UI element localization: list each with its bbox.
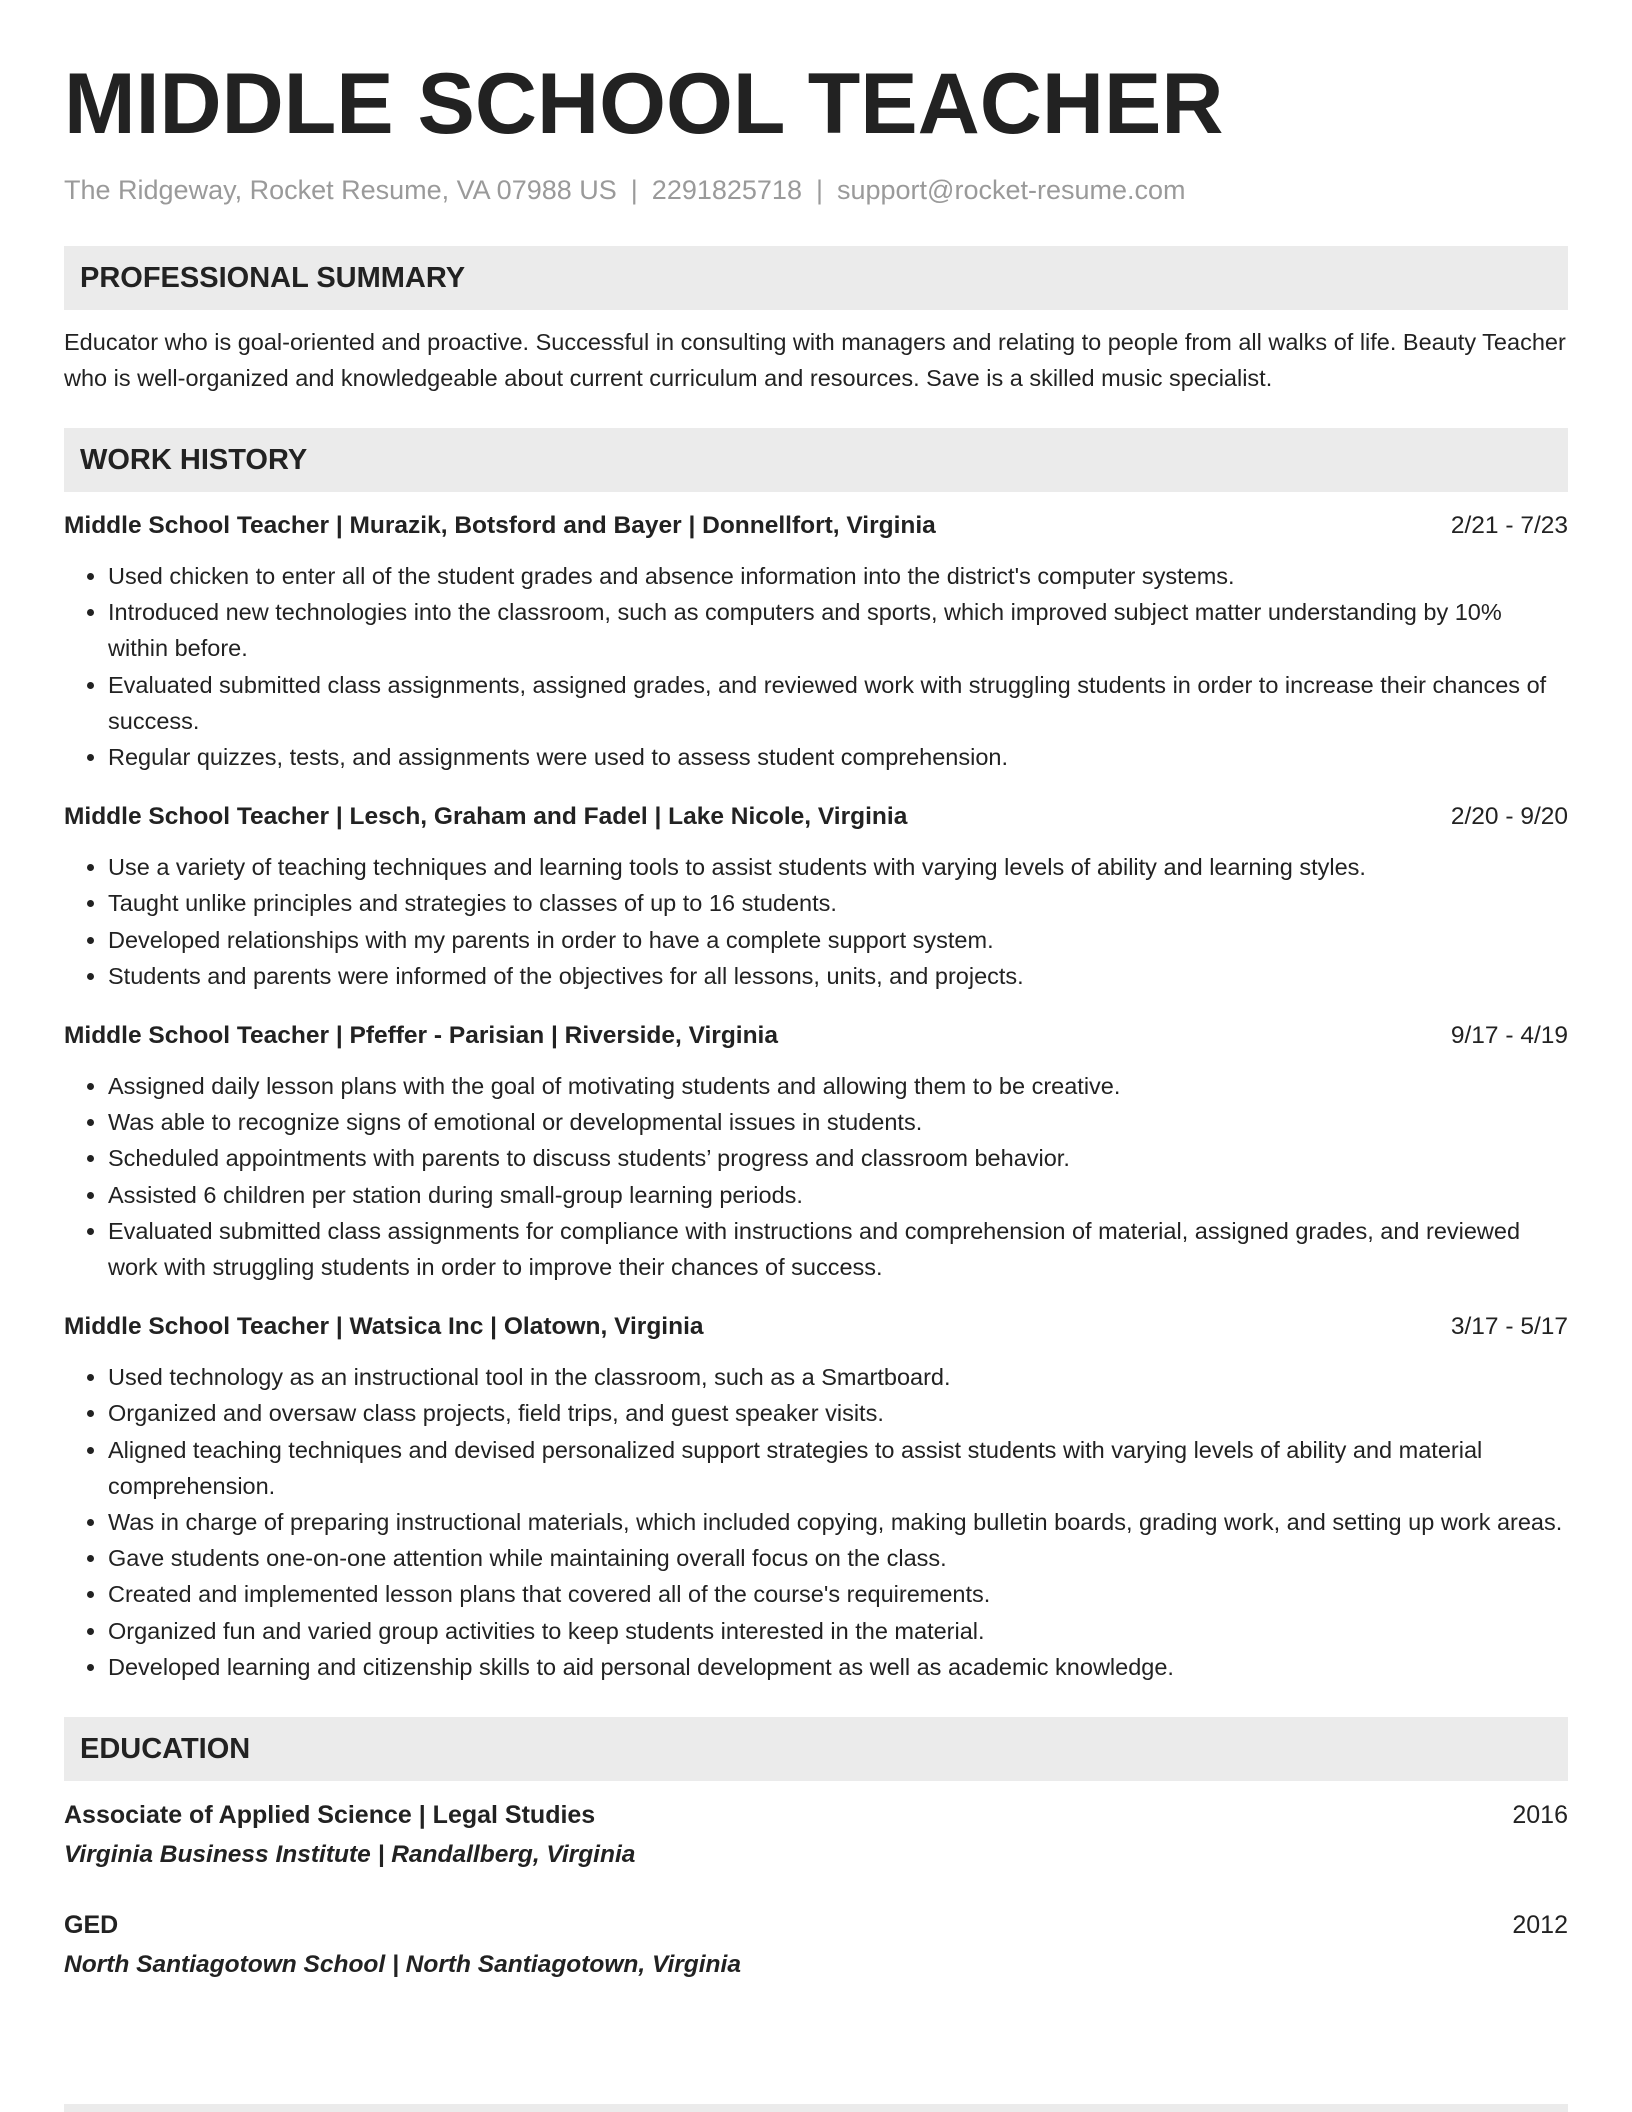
job-dates: 2/20 - 9/20 bbox=[1450, 803, 1568, 831]
job-bullet: • Organized and oversaw class projects, field trips, and guest speaker visits. bbox=[108, 1395, 1568, 1431]
job-title: Middle School Teacher | Murazik, Botsford and Bayer | Donnellfort, Virginia bbox=[64, 512, 936, 539]
education-school: North Santiagotown School | North Santiagotown, Virginia bbox=[64, 1951, 741, 1979]
job-dates: 9/17 - 4/19 bbox=[1450, 1022, 1568, 1050]
summary-text: Educator who is goal-oriented and proactive. Successful in consulting with managers and relating to people from all walks of life. Beauty Teacher who is well-organized and knowledgeable about current curriculum and resources. Save is a skilled music specialist. bbox=[64, 329, 1566, 391]
job-bullet: • Use a variety of teaching techniques and learning tools to assist students with varying levels of ability and learning styles. bbox=[108, 849, 1568, 885]
education-header bbox=[64, 1905, 1568, 1945]
summary-heading: PROFESSIONAL SUMMARY bbox=[64, 246, 1568, 310]
education-year: 2016 bbox=[1512, 1801, 1568, 1830]
job-dates: 2/21 - 7/23 bbox=[1450, 512, 1568, 539]
job-bullet: • Evaluated submitted class assignments for compliance with instructions and comprehension of material, assigned grades, and reviewed work with struggling students in order to improve their chances of success. bbox=[108, 1213, 1568, 1285]
job-bullet: • Students and parents were informed of the objectives for all lessons, units, and projects. bbox=[108, 958, 1568, 994]
resume-content bbox=[64, 56, 1568, 1985]
job-header bbox=[64, 508, 1568, 544]
contact-address: The Ridgeway, Rocket Resume, VA 07988 US bbox=[64, 175, 617, 205]
job-bullet: • Regular quizzes, tests, and assignments were used to assess student comprehension. bbox=[108, 739, 1568, 775]
job-bullet: • Was in charge of preparing instructional materials, which included copying, making bulletin boards, grading work, and setting up work areas. bbox=[108, 1504, 1568, 1540]
job-entry bbox=[64, 508, 1568, 775]
education-entry bbox=[64, 1795, 1568, 1875]
education-degree: GED bbox=[64, 1911, 119, 1940]
job-bullet: • Assisted 6 children per station during small-group learning periods. bbox=[108, 1177, 1568, 1213]
contact-email: support@rocket-resume.com bbox=[836, 175, 1186, 205]
job-bullet: • Used technology as an instructional tool in the classroom, such as a Smartboard. bbox=[108, 1359, 1568, 1395]
job-list bbox=[64, 508, 1568, 1685]
job-bullet: • Organized fun and varied group activities to keep students interested in the material. bbox=[108, 1613, 1568, 1649]
job-entry bbox=[64, 1309, 1568, 1685]
contact-line bbox=[64, 172, 1568, 208]
job-bullet: • Created and implemented lesson plans that covered all of the course's requirements. bbox=[108, 1576, 1568, 1612]
education-list bbox=[64, 1795, 1568, 1985]
job-title: Middle School Teacher | Pfeffer - Parisian | Riverside, Virginia bbox=[64, 1022, 778, 1050]
job-bullet: • Developed learning and citizenship skills to aid personal development as well as academic knowledge. bbox=[108, 1649, 1568, 1685]
work-history-heading: WORK HISTORY bbox=[64, 428, 1568, 492]
job-header bbox=[64, 1309, 1568, 1345]
job-bullet: • Aligned teaching techniques and devised personalized support strategies to assist students with varying levels of ability and material comprehension. bbox=[108, 1432, 1568, 1504]
job-bullets bbox=[64, 1359, 1568, 1685]
education-heading: EDUCATION bbox=[64, 1717, 1568, 1781]
job-bullet: • Evaluated submitted class assignments, assigned grades, and reviewed work with struggling students in order to increase their chances of success. bbox=[108, 667, 1568, 739]
resume-name: MIDDLE SCHOOL TEACHER bbox=[64, 56, 1224, 152]
contact-separator: | bbox=[815, 175, 823, 205]
job-header bbox=[64, 1018, 1568, 1054]
job-entry bbox=[64, 1018, 1568, 1285]
job-entry bbox=[64, 799, 1568, 994]
job-bullet: • Taught unlike principles and strategies to classes of up to 16 students. bbox=[108, 885, 1568, 921]
job-bullet: • Was able to recognize signs of emotional or developmental issues in students. bbox=[108, 1104, 1568, 1140]
contact-separator: | bbox=[630, 175, 638, 205]
contact-phone: 2291825718 bbox=[651, 175, 802, 205]
job-bullets bbox=[64, 849, 1568, 994]
education-entry bbox=[64, 1905, 1568, 1985]
job-bullet: • Gave students one-on-one attention while maintaining overall focus on the class. bbox=[108, 1540, 1568, 1576]
education-school: Virginia Business Institute | Randallberg, Virginia bbox=[64, 1841, 636, 1869]
job-bullets bbox=[64, 1068, 1568, 1285]
section-divider bbox=[64, 2104, 1568, 2112]
job-bullet: • Introduced new technologies into the classroom, such as computers and sports, which improved subject matter understanding by 10% within before. bbox=[108, 594, 1568, 666]
job-bullet: • Scheduled appointments with parents to discuss students’ progress and classroom behavior. bbox=[108, 1140, 1568, 1176]
job-title: Middle School Teacher | Watsica Inc | Olatown, Virginia bbox=[64, 1313, 704, 1341]
job-bullet: • Developed relationships with my parents in order to have a complete support system. bbox=[108, 922, 1568, 958]
job-title: Middle School Teacher | Lesch, Graham and Fadel | Lake Nicole, Virginia bbox=[64, 803, 908, 831]
education-degree: Associate of Applied Science | Legal Studies bbox=[64, 1801, 596, 1830]
job-bullets bbox=[64, 558, 1568, 775]
job-header bbox=[64, 799, 1568, 835]
job-bullet: • Used chicken to enter all of the student grades and absence information into the district's computer systems. bbox=[108, 558, 1568, 594]
education-header bbox=[64, 1795, 1568, 1835]
education-year: 2012 bbox=[1512, 1911, 1568, 1940]
job-bullet: • Assigned daily lesson plans with the goal of motivating students and allowing them to be creative. bbox=[108, 1068, 1568, 1104]
job-dates: 3/17 - 5/17 bbox=[1450, 1313, 1568, 1341]
